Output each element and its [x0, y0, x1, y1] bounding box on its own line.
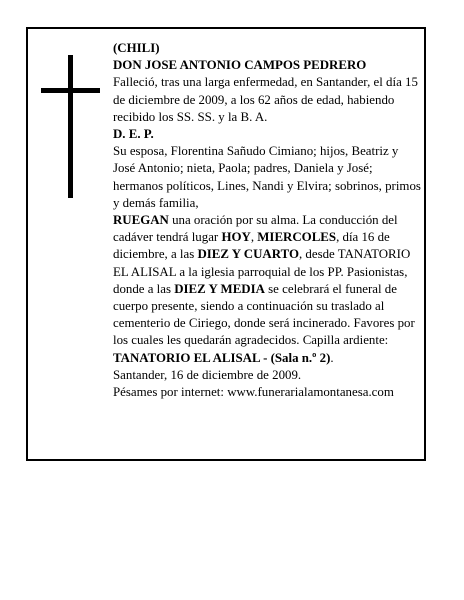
place-tag: (CHILI): [113, 41, 160, 55]
ceremony-details: RUEGAN una oración por su alma. La conducción del cadáver tendrá lugar HOY, MIERCOLES, día 16 de diciembre, a las DIEZ Y CUARTO, desde TANATORIO EL ALISAL a la iglesia parroquial de los PP. Pasionistas, donde a las DIEZ Y MEDIA se celebrará el funeral de cuerpo presente, siendo a continuación su traslado al cementerio de Ciriego, donde será incinerado. Favores por los cuales les quedarán agradecidos. Capilla ardiente: TANATORIO EL ALISAL - (Sala n.º 2).: [113, 213, 415, 365]
place-date: Santander, 16 de diciembre de 2009.: [113, 367, 302, 382]
cross-icon-bar: [41, 88, 100, 93]
obituary-notice: [26, 27, 426, 461]
condolences-line: Pésames por internet: www.funerarialamontanesa.com: [113, 385, 394, 400]
family-list: Su esposa, Florentina Sañudo Cimiano; hijos, Beatriz y José Antonio; nieta, Paola; padres, Daniela y José; hermanos políticos, Lines, Nandi y Elvira; sobrinos, primos y demás familia,: [113, 144, 421, 210]
dep-abbrev: D. E. P.: [113, 127, 154, 142]
cross-icon: [68, 55, 73, 198]
obituary-text: [113, 40, 423, 401]
death-announcement: Falleció, tras una larga enfermedad, en Santander, el día 15 de diciembre de 2009, a los 62 años de edad, habiendo recibido los SS. SS. y la B. A.: [113, 75, 418, 124]
deceased-name: DON JOSE ANTONIO CAMPOS PEDRERO: [113, 58, 367, 73]
